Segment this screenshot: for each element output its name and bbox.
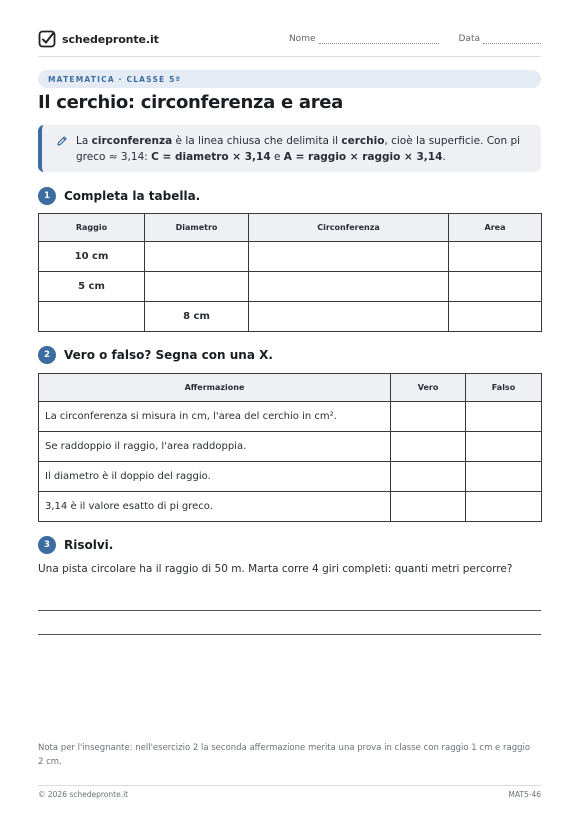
page-header bbox=[38, 30, 541, 50]
statement-cell: 3,14 è il valore esatto di pi greco. bbox=[39, 492, 391, 522]
exercise-title: Vero o falso? Segna con una X. bbox=[64, 348, 273, 362]
true-checkbox-cell[interactable] bbox=[391, 492, 466, 522]
exercise-number-badge: 1 bbox=[38, 187, 56, 205]
column-header: Raggio bbox=[39, 214, 145, 242]
info-text: La circonferenza è la linea chiusa che delimita il cerchio, cioè la superficie. Con pi greco ≈ 3,14: C = diametro × 3,14 e A = raggio × raggio × 3,14. bbox=[76, 135, 521, 163]
teacher-note: Nota per l'insegnante: nell'esercizio 2 la seconda affermazione merita una prova in classe con raggio 1 cm e raggio 2 cm. bbox=[38, 743, 531, 767]
true-checkbox-cell[interactable] bbox=[391, 402, 466, 432]
footer-divider bbox=[38, 785, 541, 786]
exercise-number-badge: 2 bbox=[38, 346, 56, 364]
table-row bbox=[39, 272, 542, 302]
true-checkbox-cell[interactable] bbox=[391, 432, 466, 462]
answer-cell[interactable] bbox=[249, 242, 449, 272]
table-row bbox=[39, 302, 542, 332]
answer-cell[interactable] bbox=[249, 302, 449, 332]
checkbox-check-icon bbox=[38, 30, 56, 48]
name-field bbox=[289, 34, 439, 44]
answer-cell[interactable] bbox=[449, 242, 542, 272]
answer-cell[interactable] bbox=[145, 242, 249, 272]
subject-tag bbox=[38, 70, 541, 88]
table-row bbox=[39, 432, 542, 462]
sheet-code: MAT5-46 bbox=[508, 790, 541, 799]
exercise-title: Risolvi. bbox=[64, 538, 114, 552]
exercise-1-heading bbox=[38, 187, 200, 205]
exercise-number-badge: 3 bbox=[38, 536, 56, 554]
statement-cell: La circonferenza si misura in cm, l'area del cerchio in cm². bbox=[39, 402, 391, 432]
answer-cell[interactable] bbox=[249, 272, 449, 302]
false-checkbox-cell[interactable] bbox=[466, 462, 542, 492]
true-checkbox-cell[interactable] bbox=[391, 462, 466, 492]
date-label: Data bbox=[458, 34, 480, 44]
site-name: schedepronte.it bbox=[62, 32, 159, 46]
site-logo bbox=[38, 30, 159, 48]
column-header: Circonferenza bbox=[249, 214, 449, 242]
exercise-1-table bbox=[38, 213, 542, 332]
table-row bbox=[39, 402, 542, 432]
table-row bbox=[39, 492, 542, 522]
answer-cell[interactable] bbox=[449, 302, 542, 332]
false-checkbox-cell[interactable] bbox=[466, 432, 542, 462]
name-blank bbox=[319, 35, 439, 44]
copyright: © 2026 schedepronte.it bbox=[38, 790, 129, 799]
name-label: Nome bbox=[288, 34, 316, 44]
answer-cell[interactable] bbox=[449, 272, 542, 302]
date-field bbox=[459, 34, 542, 44]
column-header: Diametro bbox=[145, 214, 249, 242]
column-header: Affermazione bbox=[39, 374, 391, 402]
student-fields bbox=[289, 34, 541, 44]
answer-cell[interactable] bbox=[145, 272, 249, 302]
diameter-cell: 8 cm bbox=[145, 302, 249, 332]
exercise-2-table bbox=[38, 373, 542, 522]
header-divider bbox=[38, 56, 541, 57]
answer-cell[interactable] bbox=[39, 302, 145, 332]
statement-cell: Se raddoppio il raggio, l'area raddoppia. bbox=[39, 432, 391, 462]
table-row bbox=[39, 242, 542, 272]
exercise-2-heading bbox=[38, 346, 273, 364]
column-header: Vero bbox=[391, 374, 466, 402]
problem-text: Una pista circolare ha il raggio di 50 m. Marta corre 4 giri completi: quanti metri percorre? bbox=[38, 563, 513, 575]
date-blank bbox=[483, 35, 541, 44]
table-header-row bbox=[39, 214, 542, 242]
radius-cell: 5 cm bbox=[39, 272, 145, 302]
statement-cell: Il diametro è il doppio del raggio. bbox=[39, 462, 391, 492]
answer-line[interactable] bbox=[38, 634, 541, 635]
column-header: Falso bbox=[466, 374, 542, 402]
page-title: Il cerchio: circonferenza e area bbox=[38, 92, 344, 113]
table-row bbox=[39, 462, 542, 492]
answer-line[interactable] bbox=[38, 610, 541, 611]
table-header-row bbox=[39, 374, 542, 402]
exercise-title: Completa la tabella. bbox=[64, 189, 201, 203]
false-checkbox-cell[interactable] bbox=[466, 402, 542, 432]
false-checkbox-cell[interactable] bbox=[466, 492, 542, 522]
radius-cell: 10 cm bbox=[39, 242, 145, 272]
column-header: Area bbox=[449, 214, 542, 242]
subject-tag-label: MATEMATICA · CLASSE 5ª bbox=[48, 74, 182, 84]
pencil-icon bbox=[56, 135, 68, 147]
exercise-3-heading bbox=[38, 536, 113, 554]
info-box bbox=[38, 125, 541, 172]
